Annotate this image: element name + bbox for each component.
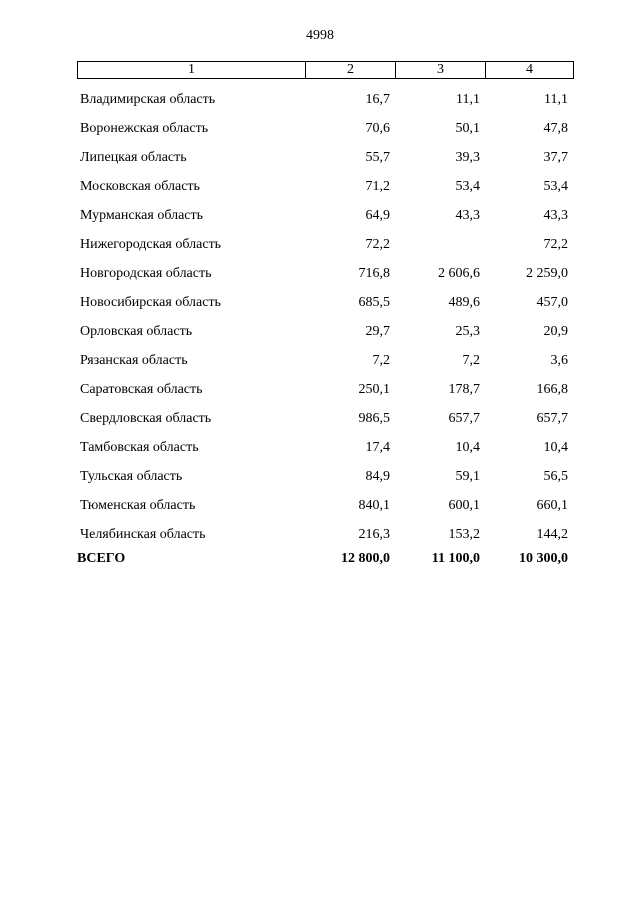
value-col-2: 71,2 bbox=[365, 178, 390, 194]
header-cell-col-2: 2 bbox=[305, 62, 395, 78]
value-col-3: 178,7 bbox=[448, 381, 480, 397]
value-col-4: 457,0 bbox=[536, 294, 568, 310]
region-name: Воронежская область bbox=[80, 120, 209, 136]
value-col-3: 39,3 bbox=[455, 149, 480, 165]
total-label: ВСЕГО bbox=[77, 551, 126, 566]
region-name: Орловская область bbox=[80, 323, 193, 339]
value-col-3: 11,1 bbox=[456, 91, 480, 107]
value-col-3: 50,1 bbox=[455, 120, 480, 136]
value-col-3: 10,4 bbox=[455, 439, 480, 455]
value-col-4: 37,7 bbox=[543, 149, 568, 165]
table-row bbox=[77, 201, 574, 230]
value-col-4: 43,3 bbox=[543, 207, 568, 223]
table-row bbox=[77, 404, 574, 433]
value-col-3: 657,7 bbox=[448, 410, 480, 426]
value-col-4: 20,9 bbox=[543, 323, 568, 339]
table-row bbox=[77, 520, 574, 549]
value-col-3: 7,2 bbox=[462, 352, 480, 368]
region-name: Московская область bbox=[80, 178, 200, 194]
table-row bbox=[77, 85, 574, 114]
value-col-4: 72,2 bbox=[543, 236, 568, 252]
value-col-4: 657,7 bbox=[536, 410, 568, 426]
value-col-4: 10,4 bbox=[543, 439, 568, 455]
value-col-4: 2 259,0 bbox=[526, 265, 568, 281]
region-name: Рязанская область bbox=[80, 352, 188, 368]
table-row bbox=[77, 230, 574, 259]
page-number: 4998 bbox=[306, 28, 334, 43]
value-col-3: 600,1 bbox=[448, 497, 480, 513]
region-name: Новосибирская область bbox=[80, 294, 221, 310]
table-row bbox=[77, 172, 574, 201]
value-col-3: 53,4 bbox=[455, 178, 480, 194]
header-cell-col-4: 4 bbox=[485, 62, 573, 78]
value-col-2: 216,3 bbox=[358, 526, 390, 542]
region-name: Нижегородская область bbox=[80, 236, 222, 252]
table-row bbox=[77, 317, 574, 346]
value-col-2: 840,1 bbox=[358, 497, 390, 513]
value-col-2: 685,5 bbox=[358, 294, 390, 310]
table-header-row bbox=[77, 61, 574, 79]
region-name: Свердловская область bbox=[80, 410, 212, 426]
total-col-4: 10 300,0 bbox=[519, 551, 568, 566]
table-total-row bbox=[77, 549, 574, 579]
region-name: Владимирская область bbox=[80, 91, 216, 107]
region-name: Новгородская область bbox=[80, 265, 212, 281]
table-body bbox=[77, 85, 574, 549]
value-col-4: 11,1 bbox=[544, 91, 568, 107]
value-col-2: 716,8 bbox=[358, 265, 390, 281]
table-row bbox=[77, 491, 574, 520]
region-name: Челябинская область bbox=[80, 526, 206, 542]
region-name: Саратовская область bbox=[80, 381, 203, 397]
table-row bbox=[77, 288, 574, 317]
value-col-4: 53,4 bbox=[543, 178, 568, 194]
value-col-4: 3,6 bbox=[550, 352, 568, 368]
value-col-2: 64,9 bbox=[365, 207, 390, 223]
value-col-2: 72,2 bbox=[365, 236, 390, 252]
value-col-3: 59,1 bbox=[455, 468, 480, 484]
value-col-2: 55,7 bbox=[365, 149, 390, 165]
value-col-4: 56,5 bbox=[543, 468, 568, 484]
value-col-3: 25,3 bbox=[455, 323, 480, 339]
value-col-4: 660,1 bbox=[536, 497, 568, 513]
data-table bbox=[77, 61, 574, 579]
value-col-4: 47,8 bbox=[543, 120, 568, 136]
region-name: Тульская область bbox=[80, 468, 183, 484]
value-col-3: 2 606,6 bbox=[438, 265, 480, 281]
header-cell-col-3: 3 bbox=[395, 62, 485, 78]
table-row bbox=[77, 114, 574, 143]
region-name: Тамбовская область bbox=[80, 439, 199, 455]
table-row bbox=[77, 375, 574, 404]
value-col-3: 489,6 bbox=[448, 294, 480, 310]
total-col-2: 12 800,0 bbox=[341, 551, 390, 566]
value-col-2: 84,9 bbox=[365, 468, 390, 484]
value-col-2: 16,7 bbox=[365, 91, 390, 107]
value-col-2: 29,7 bbox=[365, 323, 390, 339]
table-row bbox=[77, 433, 574, 462]
value-col-2: 986,5 bbox=[358, 410, 390, 426]
value-col-4: 166,8 bbox=[536, 381, 568, 397]
header-cell-col-1: 1 bbox=[188, 62, 195, 77]
table-row bbox=[77, 259, 574, 288]
table-row bbox=[77, 462, 574, 491]
region-name: Тюменская область bbox=[80, 497, 196, 513]
value-col-3: 153,2 bbox=[448, 526, 480, 542]
value-col-4: 144,2 bbox=[536, 526, 568, 542]
total-col-3: 11 100,0 bbox=[431, 551, 480, 566]
value-col-2: 7,2 bbox=[372, 352, 390, 368]
value-col-2: 250,1 bbox=[358, 381, 390, 397]
table-row bbox=[77, 143, 574, 172]
value-col-3: 43,3 bbox=[455, 207, 480, 223]
value-col-2: 70,6 bbox=[365, 120, 390, 136]
table-row bbox=[77, 346, 574, 375]
region-name: Мурманская область bbox=[80, 207, 204, 223]
value-col-2: 17,4 bbox=[365, 439, 390, 455]
region-name: Липецкая область bbox=[80, 149, 187, 165]
